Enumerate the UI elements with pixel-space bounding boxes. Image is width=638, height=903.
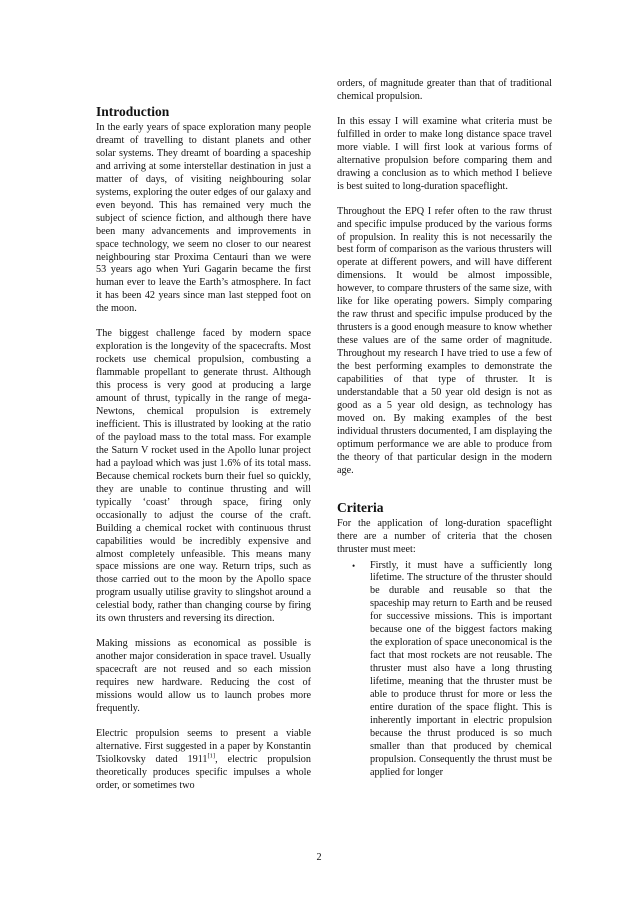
- citation-reference[interactable]: [1]: [207, 752, 216, 760]
- right-column: [337, 78, 552, 780]
- intro-paragraph-1: In the early years of space exploration many people dreamt of travelling to distant planets and other solar systems. They dreamt of boarding a spaceship and arriving at some interstellar destination in just a matter of days, of visiting neighbouring solar systems, exploring the outer edges of our galaxy and even beyond. This has remained very much the subject of science fiction, and although there have been many advancements and improvements in space technology, we seem no closer to our nearest neighbouring star Proxima Centauri than we were 53 years ago when Yuri Gagarin became the first human ever to leave the Earth’s atmosphere. In fact it has been 42 years since man last stepped foot on the moon.: [96, 122, 311, 315]
- comparison-method-paragraph: Throughout the EPQ I refer often to the raw thrust and specific impulse produced by the various forms of propulsion. In reality this is not necessarily the best form of comparison as the various thrusters will operate at different powers, and will have different dimensions. It would be almost impossible, however, to compare thrusters of the same size, with like for like operating powers. Simply comparing the raw thrust and specific impulse produced by the thrusters is a good enough measure to know whether these values are of the same order of magnitude. Throughout my research I have tried to use a few of the best performing examples to demonstrate the capabilities of that type of thruster. It is understandable that a 50 year old design is not as good as a 5 year old design, as technology has moved on. By making examples of the best individual thrusters documented, I am displaying the optimum performance we are able to produce from the theory of that particular design in the modern age.: [337, 205, 552, 476]
- intro-paragraph-2: The biggest challenge faced by modern space exploration is the longevity of the spacecrafts. Most rockets use chemical propulsion, combusting a flammable propellant to generate thrust. Although this process is very good at producing a large amount of thrust, typically in the range of mega-Newtons, chemical propulsion is extremely inefficient. This is illustrated by looking at the ratio of the payload mass to the total mass. For example the Saturn V rocket used in the Apollo lunar project had a payload which was just 1.6% of its total mass. Because chemical rockets burn their fuel so quickly, they are unable to continue thrusting and will typically ‘coast’ through space, firing only occasionally to adjust the course of the craft. Building a chemical rocket with continuous thrust capabilities would be incredibly expensive and almost completely unfeasible. This means many space missions are one way. Return trips, such as those carried out to the moon by the Apollo space program usually utilise gravity to slingshot around a celestial body, rather than changing course by firing its own thrusters and reversing its direction.: [96, 328, 311, 625]
- intro-paragraph-4: [96, 728, 311, 793]
- introduction-heading: Introduction: [96, 104, 170, 119]
- left-column: [96, 104, 311, 805]
- criteria-heading: Criteria: [337, 499, 384, 515]
- bullet-icon: •: [352, 560, 356, 571]
- criteria-intro-paragraph: For the application of long-duration spaceflight there are a number of criteria that the chosen thruster must meet:: [337, 517, 552, 555]
- list-item: [337, 560, 552, 780]
- intro-paragraph-3: Making missions as economical as possible is another major consideration in space travel. Usually spacecraft are not reused and so each mission requires new hardware. Reducing the cost of missions would allow us to launch probes more frequently.: [96, 638, 311, 714]
- intro-paragraph-continued: orders, of magnitude greater than that of traditional chemical propulsion.: [337, 78, 552, 102]
- intro-paragraph-4-text-a: Electric propulsion seems to present a viable alternative. First suggested in a paper by Konstantin Tsiolkovsky dated 1911: [96, 727, 311, 765]
- criteria-list: [337, 560, 552, 780]
- page-number: 2: [316, 852, 322, 863]
- essay-aim-paragraph: In this essay I will examine what criteria must be fulfilled in order to make long distance space travel more viable. I will first look at various forms of alternative propulsion before comparing them and drawing a conclusion as to which method I believe is best suited to long-duration spaceflight.: [337, 115, 552, 192]
- intro-paragraph-4-text-b: , electric propulsion theoretically produces specific impulses a whole order, or sometimes two: [96, 753, 311, 791]
- criteria-item-lifetime: Firstly, it must have a sufficiently long lifetime. The structure of the thruster should be durable and reusable so that the spaceship may return to Earth and be reused for successive missions. This is important because one of the biggest factors making the exploration of space uneconomical is the fact that most rockets are not reusable. The thruster must also have a long thrusting lifetime, meaning that the thruster must be able to produce thrust for more or less the entire duration of the space flight. This is inherently important in electric propulsion because the thrust produced is so much smaller than that produced by chemical propulsion. Consequently the thrust must be applied for longer: [370, 559, 552, 778]
